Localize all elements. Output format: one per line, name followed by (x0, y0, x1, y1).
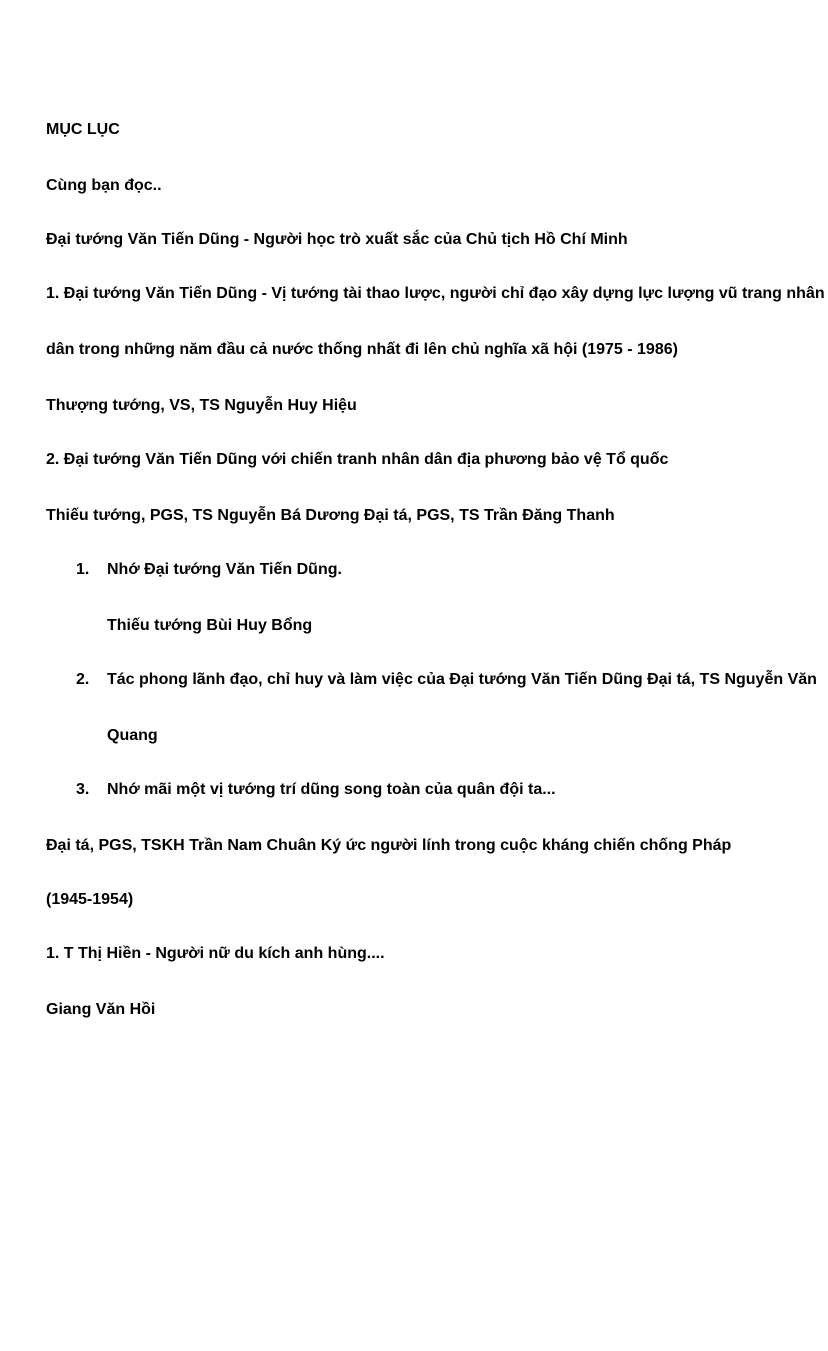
list-item-number: 3. (76, 781, 90, 798)
list-item-title: Nhớ Đại tướng Văn Tiến Dũng. (107, 561, 342, 578)
list-item-title: Tác phong lãnh đạo, chỉ huy và làm việc của Đại tướng Văn Tiến Dũng Đại tá, TS Nguyễn Văn (107, 671, 817, 688)
list-item-author: Thiếu tướng Bùi Huy Bổng (107, 617, 313, 634)
toc-entry-item2-author: Thiếu tướng, PGS, TS Nguyễn Bá Dương Đại tá, PGS, TS Trần Đăng Thanh (46, 507, 615, 524)
toc-entry-section-line1: Đại tá, PGS, TSKH Trần Nam Chuân Ký ức người lính trong cuộc kháng chiến chống Pháp (46, 837, 732, 854)
toc-entry-section-item1: 1. T Thị Hiền - Người nữ du kích anh hùng.... (46, 945, 385, 962)
toc-entry-intro: Đại tướng Văn Tiến Dũng - Người học trò xuất sắc của Chủ tịch Hồ Chí Minh (46, 231, 628, 248)
list-item-title-continued: Quang (107, 727, 158, 744)
toc-entry-item1-line1: 1. Đại tướng Văn Tiến Dũng - Vị tướng tài thao lược, người chỉ đạo xây dựng lực lượng vũ trang nhân (46, 285, 825, 302)
toc-entry-item1-author: Thượng tướng, VS, TS Nguyễn Huy Hiệu (46, 397, 357, 414)
list-item-number: 2. (76, 671, 90, 688)
list-item-title: Nhớ mãi một vị tướng trí dũng song toàn của quân đội ta... (107, 781, 556, 798)
toc-entry-section-item1-author: Giang Văn Hồi (46, 1001, 156, 1018)
list-item-number: 1. (76, 561, 90, 578)
toc-entry-item2: 2. Đại tướng Văn Tiến Dũng với chiến tranh nhân dân địa phương bảo vệ Tổ quốc (46, 451, 669, 468)
toc-entry-item1-line2: dân trong những năm đầu cả nước thống nhất đi lên chủ nghĩa xã hội (1975 - 1986) (46, 341, 678, 358)
toc-heading: MỤC LỤC (46, 121, 120, 138)
toc-entry-preface: Cùng bạn đọc.. (46, 177, 162, 194)
toc-entry-section-line2: (1945-1954) (46, 891, 134, 908)
